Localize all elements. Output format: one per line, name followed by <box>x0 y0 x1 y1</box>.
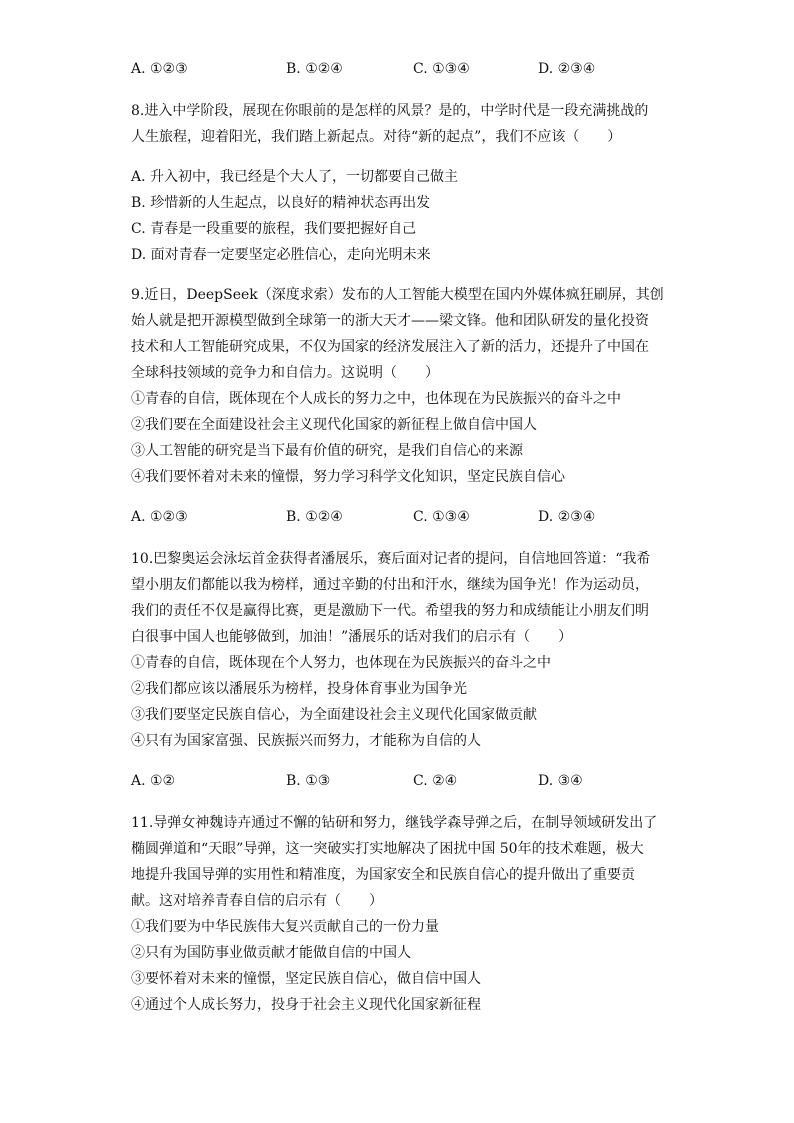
q9-statement-4: ④我们要怀着对未来的憧憬，努力学习科学文化知识，坚定民族自信心 <box>131 469 565 485</box>
q8-stem-line: 人生旅程，迎着阳光，我们踏上新起点。对待“新的起点”，我们不应该（ ） <box>131 129 622 145</box>
q9-statement-2: ②我们要在全面建设社会主义现代化国家的新征程上做自信中国人 <box>131 417 537 433</box>
q9-statement-1: ①青春的自信，既体现在个人成长的努力之中，也体现在为民族振兴的奋斗之中 <box>131 391 621 407</box>
q11-statement-2: ②只有为国防事业做贡献才能做自信的中国人 <box>131 945 411 961</box>
q9-option-c: C. ①③④ <box>413 509 470 525</box>
q7-option-d: D. ②③④ <box>538 61 596 77</box>
q7-option-b: B. ①②④ <box>286 61 343 77</box>
q9-stem-line: 9.近日，DeepSeek（深度求索）发布的人工智能大模型在国内外媒体疯狂刷屏，其创 <box>131 287 664 303</box>
q10-stem-line: 我们的责任不仅是赢得比赛，更是激励下一代。希望我的努力和成绩能让小朋友们明 <box>131 603 649 619</box>
q9-statement-3: ③人工智能的研究是当下最有价值的研究，是我们自信心的来源 <box>131 443 523 459</box>
q7-options <box>131 56 671 82</box>
q11-statement-1: ①我们要为中华民族伟大复兴贡献自己的一份力量 <box>131 919 439 935</box>
q11-stem-line: 地提升我国导弹的实用性和精准度，为国家安全和民族自信心的提升做出了重要贡 <box>131 867 635 883</box>
q9-stem-line: 全球科技领域的竞争力和自信力。这说明（ ） <box>131 365 439 381</box>
q11-statement-4: ④通过个人成长努力，投身于社会主义现代化国家新征程 <box>131 997 481 1013</box>
question-9 <box>131 282 671 530</box>
q8-option-c: C. 青春是一段重要的旅程，我们要把握好自己 <box>131 221 417 237</box>
q9-option-d: D. ②③④ <box>538 509 596 525</box>
q10-stem-line: 白很事中国人也能够做到，加油！”潘展乐的话对我们的启示有（ ） <box>131 629 573 645</box>
q11-stem-line: 献。这对培养青春自信的启示有（ ） <box>131 893 383 909</box>
q7-option-c: C. ①③④ <box>413 61 470 77</box>
q10-option-a: A. ①② <box>131 773 176 789</box>
q8-option-b: B. 珍惜新的人生起点，以良好的精神状态再出发 <box>131 195 431 211</box>
q10-stem-line: 10.巴黎奥运会泳坛首金获得者潘展乐，赛后面对记者的提问，自信地回答道：“我希 <box>131 551 651 567</box>
question-11 <box>131 810 671 1018</box>
q10-option-c: C. ②④ <box>413 773 458 789</box>
q9-options <box>131 504 671 530</box>
question-8 <box>131 98 671 268</box>
question-10 <box>131 546 671 794</box>
q10-statement-2: ②我们都应该以潘展乐为榜样，投身体育事业为国争光 <box>131 681 467 697</box>
q9-stem-line: 始人就是把开源模型做到全球第一的浙大天才——梁文锋。他和团队研发的量化投资 <box>131 313 649 329</box>
q9-option-b: B. ①②④ <box>286 509 343 525</box>
q10-options <box>131 768 671 794</box>
q10-statement-1: ①青春的自信，既体现在个人努力，也体现在为民族振兴的奋斗之中 <box>131 655 551 671</box>
q10-option-d: D. ③④ <box>538 773 583 789</box>
q8-option-d: D. 面对青春一定要坚定必胜信心，走向光明未来 <box>131 247 431 263</box>
q10-stem-line: 望小朋友们都能以我为榜样，通过辛勤的付出和汗水，继续为国争光！作为运动员， <box>131 577 649 593</box>
exam-page <box>131 56 671 1018</box>
q11-stem-line: 11.导弹女神魏诗卉通过不懈的钻研和努力，继钱学森导弹之后，在制导领域研发出了 <box>131 815 658 831</box>
q9-option-a: A. ①②③ <box>131 509 188 525</box>
q11-stem-line: 椭圆弹道和“天眼”导弹，这一突破实打实地解决了困扰中国 50年的技术难题，极大 <box>131 841 644 857</box>
q11-statement-3: ③要怀着对未来的憧憬，坚定民族自信心，做自信中国人 <box>131 971 481 987</box>
q10-statement-3: ③我们要坚定民族自信心，为全面建设社会主义现代化国家做贡献 <box>131 707 537 723</box>
q10-statement-4: ④只有为国家富强、民族振兴而努力，才能称为自信的人 <box>131 733 481 749</box>
q8-stem-line: 8.进入中学阶段，展现在你眼前的是怎样的风景？是的，中学时代是一段充满挑战的 <box>131 103 649 119</box>
q9-stem-line: 技术和人工智能研究成果，不仅为国家的经济发展注入了新的活力，还提升了中国在 <box>131 339 649 355</box>
q7-option-a: A. ①②③ <box>131 61 188 77</box>
q8-option-a: A. 升入初中，我已经是个大人了，一切都要自己做主 <box>131 169 459 185</box>
q10-option-b: B. ①③ <box>286 773 331 789</box>
